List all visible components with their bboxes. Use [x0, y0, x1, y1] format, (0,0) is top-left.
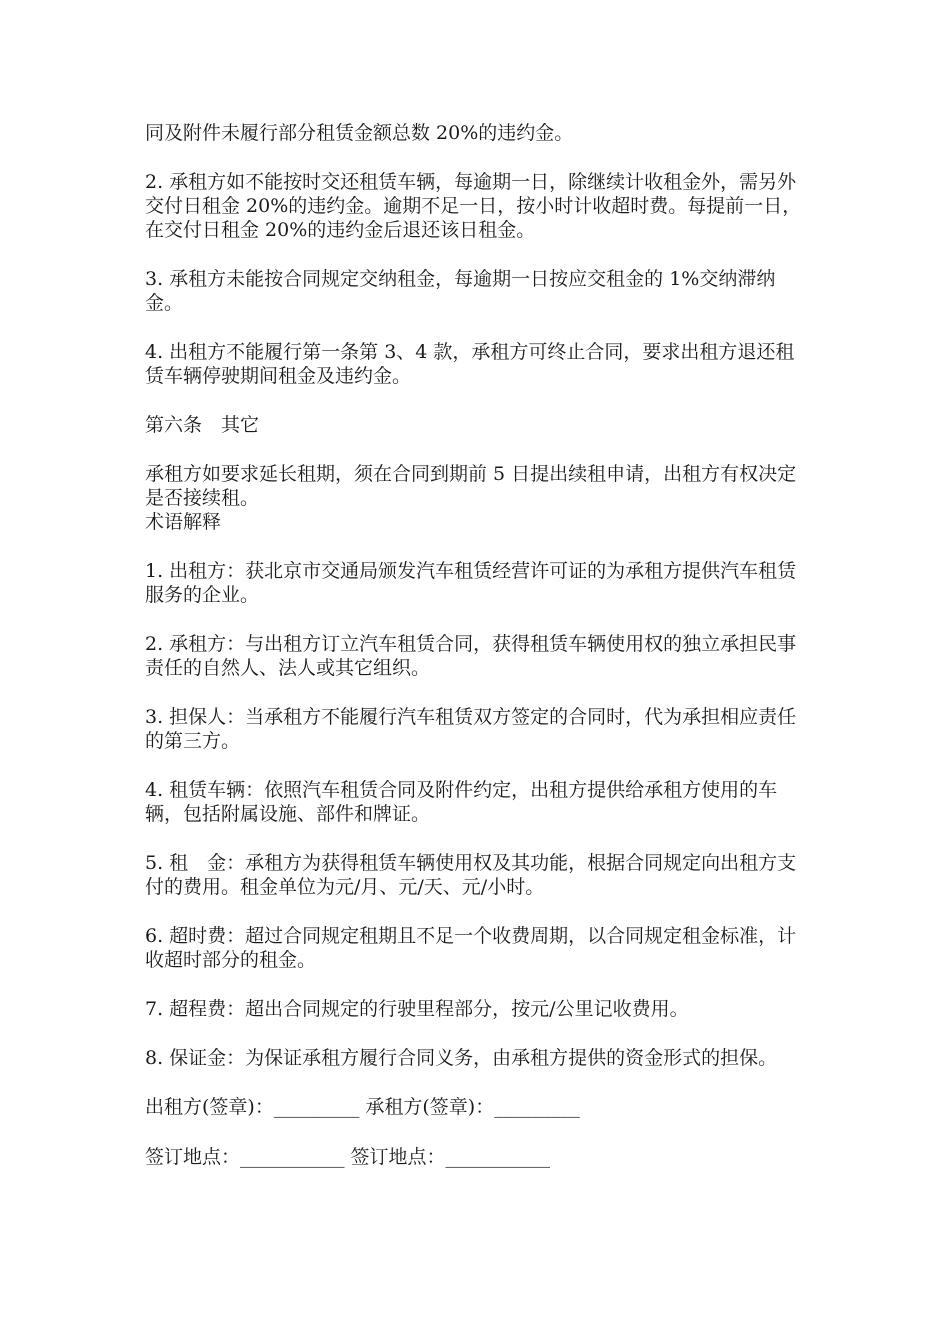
term-deposit: 8. 保证金：为保证承租方履行合同义务，由承租方提供的资金形式的担保。 [145, 1047, 778, 1069]
heading-terms: 术语解释 [145, 511, 222, 533]
paragraph-late-return: 2. 承租方如不能按时交还租赁车辆，每逾期一日，除继续计收租金外，需另外交付日租金 20%的违约金。逾期不足一日，按小时计收超时费。每提前一日，在交付日租金 20%的违约金后退还该日租金。 [145, 171, 802, 241]
signature-line-parties: 出租方(签章)：_________ 承租方(签章)：_________ [145, 1096, 580, 1118]
paragraph-breach-penalty-continued: 同及附件未履行部分租赁金额总数 20%的违约金。 [145, 122, 574, 144]
term-rent: 5. 租 金：承租方为获得租赁车辆使用权及其功能，根据合同规定向出租方支付的费用。租金单位为元/月、元/天、元/小时。 [145, 852, 797, 898]
term-overtime-fee: 6. 超时费：超过合同规定租期且不足一个收费周期，以合同规定租金标准，计收超时部分的租金。 [145, 925, 797, 971]
section-heading-other: 第六条 其它 [145, 414, 260, 436]
term-lessee: 2. 承租方：与出租方订立汽车租赁合同，获得租赁车辆使用权的独立承担民事责任的自然人、法人或其它组织。 [145, 633, 797, 679]
paragraph-renewal: 承租方如要求延长租期，须在合同到期前 5 日提出续租申请，出租方有权决定是否接续租。 [145, 463, 797, 509]
paragraph-lessor-default: 4. 出租方不能履行第一条第 3、4 款，承租方可终止合同，要求出租方退还租赁车辆停驶期间租金及违约金。 [145, 341, 795, 387]
term-lessor: 1. 出租方：获北京市交通局颁发汽车租赁经营许可证的为承租方提供汽车租赁服务的企业。 [145, 560, 797, 606]
document-body [145, 121, 810, 1195]
signature-line-location: 签订地点：___________ 签订地点：___________ [145, 1146, 551, 1168]
term-overmileage-fee: 7. 超程费：超出合同规定的行驶里程部分，按元/公里记收费用。 [145, 998, 689, 1020]
term-rental-vehicle: 4. 租赁车辆：依照汽车租赁合同及附件约定，出租方提供给承租方使用的车辆，包括附属设施、部件和牌证。 [145, 779, 778, 825]
paragraph-late-rent: 3. 承租方未能按合同规定交纳租金，每逾期一日按应交租金的 1%交纳滞纳金。 [145, 268, 776, 314]
term-guarantor: 3. 担保人：当承租方不能履行汽车租赁双方签定的合同时，代为承担相应责任的第三方。 [145, 706, 797, 752]
